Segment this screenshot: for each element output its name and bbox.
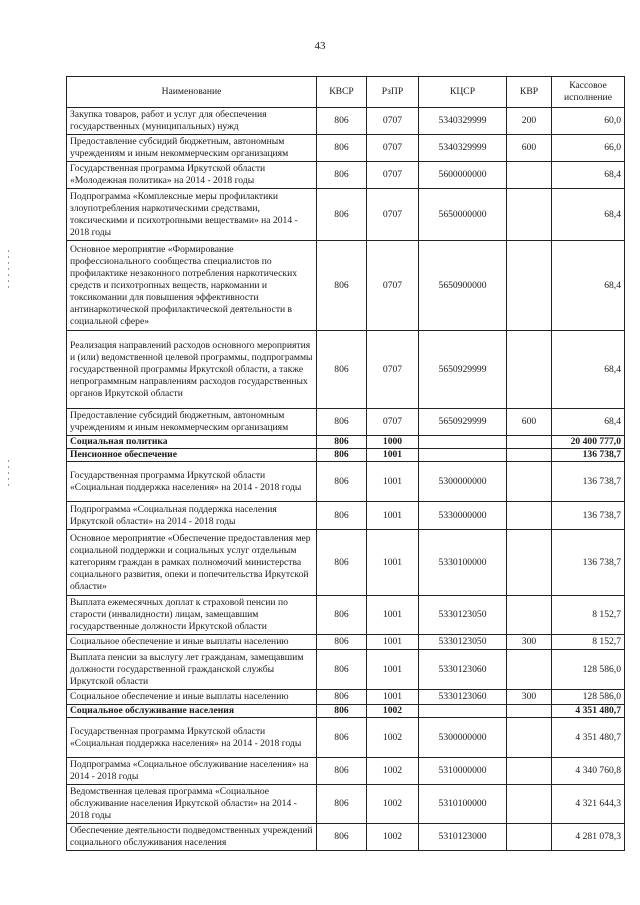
cell-kvsr: 806: [317, 331, 367, 409]
cell-kcsr: 5330000000: [419, 502, 507, 530]
budget-execution-table: [66, 76, 625, 851]
cell-kvsr: 806: [317, 189, 367, 241]
cell-kvsr: 806: [317, 135, 367, 162]
header-sum: Кассовое исполнение: [552, 77, 625, 108]
cell-kcsr: 5310000000: [419, 758, 507, 785]
table-body: [67, 108, 625, 851]
cell-sum: 8 152,7: [552, 635, 625, 650]
cell-name: Государственная программа Иркутской области «Молодежная политика» на 2014 - 2018 годы: [67, 162, 317, 189]
cell-kvr: [507, 449, 552, 462]
cell-kcsr: [419, 705, 507, 718]
cell-kvr: [507, 824, 552, 851]
table-row: [67, 718, 625, 758]
cell-kcsr: 5650900000: [419, 241, 507, 331]
cell-kcsr: 5340329999: [419, 135, 507, 162]
table-row: [67, 449, 625, 462]
cell-kvr: 300: [507, 635, 552, 650]
table-row: [67, 705, 625, 718]
cell-kvr: [507, 530, 552, 596]
cell-name: Закупка товаров, работ и услуг для обеспечения государственных (муниципальных) нужд: [67, 108, 317, 135]
cell-kvsr: 806: [317, 785, 367, 824]
cell-sum: 68,4: [552, 409, 625, 436]
cell-rzpr: 0707: [367, 241, 419, 331]
cell-kvr: [507, 162, 552, 189]
cell-sum: 128 586,0: [552, 690, 625, 705]
cell-rzpr: 1001: [367, 596, 419, 635]
cell-sum: 68,4: [552, 331, 625, 409]
cell-rzpr: 1001: [367, 530, 419, 596]
cell-name: Основное мероприятие «Обеспечение предоставления мер социальной поддержки и социальных услуг отдельным категориям граждан в рамках полномочий министерства социального развития, опеки и попечительства Иркутской области»: [67, 530, 317, 596]
cell-rzpr: 1002: [367, 758, 419, 785]
cell-name: Реализация направлений расходов основного мероприятия и (или) ведомственной целевой программы, подпрограммы государственной программы Иркутской области, а также непрограммным направлениям расходов государственных органов Иркутской области: [67, 331, 317, 409]
cell-kvr: [507, 705, 552, 718]
cell-rzpr: 1001: [367, 690, 419, 705]
cell-kcsr: 5650929999: [419, 409, 507, 436]
cell-name: Выплата пенсии за выслугу лет гражданам, замещавшим должности государственной гражданской службы Иркутской области: [67, 650, 317, 690]
table-row: [67, 758, 625, 785]
header-kcsr: КЦСР: [419, 77, 507, 108]
cell-kvr: 200: [507, 108, 552, 135]
cell-rzpr: 0707: [367, 108, 419, 135]
cell-name: Социальное обеспечение и иные выплаты населению: [67, 690, 317, 705]
cell-kvsr: 806: [317, 758, 367, 785]
cell-kvr: [507, 189, 552, 241]
table-row: [67, 462, 625, 502]
cell-kcsr: 5300000000: [419, 718, 507, 758]
cell-kvr: [507, 436, 552, 449]
header-kvr: КВР: [507, 77, 552, 108]
table-row: [67, 241, 625, 331]
cell-kvsr: 806: [317, 436, 367, 449]
cell-kvsr: 806: [317, 108, 367, 135]
cell-name: Социальное обслуживание населения: [67, 705, 317, 718]
cell-rzpr: 1001: [367, 650, 419, 690]
table-row: [67, 530, 625, 596]
cell-kcsr: 5600000000: [419, 162, 507, 189]
cell-name: Пенсионное обеспечение: [67, 449, 317, 462]
cell-sum: 4 321 644,3: [552, 785, 625, 824]
cell-name: Обеспечение деятельности подведомственных учреждений социального обслуживания населения: [67, 824, 317, 851]
cell-name: Основное мероприятие «Формирование профессионального сообщества специалистов по профилактике незаконного потребления наркотических средств и психотропных веществ, наркомании и токсикомании для повышения эффективности антинаркотической профилактической деятельности в социальной сфере»: [67, 241, 317, 331]
cell-kcsr: [419, 449, 507, 462]
table-row: [67, 690, 625, 705]
table-row: [67, 189, 625, 241]
cell-sum: 136 738,7: [552, 530, 625, 596]
cell-kvsr: 806: [317, 241, 367, 331]
cell-kvsr: 806: [317, 690, 367, 705]
cell-rzpr: 0707: [367, 331, 419, 409]
cell-rzpr: 1002: [367, 824, 419, 851]
cell-kvsr: 806: [317, 449, 367, 462]
cell-kcsr: 5330123060: [419, 650, 507, 690]
cell-kcsr: 5340329999: [419, 108, 507, 135]
cell-kcsr: 5330123060: [419, 690, 507, 705]
cell-rzpr: 1001: [367, 449, 419, 462]
cell-kcsr: [419, 436, 507, 449]
cell-kvsr: 806: [317, 650, 367, 690]
cell-rzpr: 1001: [367, 462, 419, 502]
cell-name: Ведомственная целевая программа «Социальное обслуживание населения Иркутской области» на 2014 - 2018 годы: [67, 785, 317, 824]
cell-kcsr: 5310100000: [419, 785, 507, 824]
table-row: [67, 162, 625, 189]
table-row: [67, 409, 625, 436]
cell-kvr: [507, 241, 552, 331]
table-header-row: [67, 77, 625, 108]
cell-rzpr: 1001: [367, 502, 419, 530]
cell-kvr: [507, 650, 552, 690]
table-row: [67, 785, 625, 824]
cell-name: Государственная программа Иркутской области «Социальная поддержка населения» на 2014 - 2018 годы: [67, 718, 317, 758]
cell-kvr: [507, 596, 552, 635]
header-rzpr: РзПР: [367, 77, 419, 108]
cell-kcsr: 5330123050: [419, 635, 507, 650]
cell-kvr: [507, 718, 552, 758]
cell-kvr: [507, 758, 552, 785]
cell-kvsr: 806: [317, 705, 367, 718]
cell-kvr: [507, 785, 552, 824]
cell-kcsr: 5330123050: [419, 596, 507, 635]
cell-sum: 4 340 760,8: [552, 758, 625, 785]
cell-kcsr: 5650929999: [419, 331, 507, 409]
cell-sum: 128 586,0: [552, 650, 625, 690]
cell-sum: 4 351 480,7: [552, 705, 625, 718]
cell-sum: 136 738,7: [552, 462, 625, 502]
table-row: [67, 596, 625, 635]
cell-kvr: 600: [507, 409, 552, 436]
cell-sum: 8 152,7: [552, 596, 625, 635]
header-name: Наименование: [67, 77, 317, 108]
cell-kvsr: 806: [317, 162, 367, 189]
cell-sum: 4 351 480,7: [552, 718, 625, 758]
cell-name: Социальное обеспечение и иные выплаты населению: [67, 635, 317, 650]
cell-sum: 136 738,7: [552, 449, 625, 462]
cell-rzpr: 1000: [367, 436, 419, 449]
header-kvsr: КВСР: [317, 77, 367, 108]
cell-kcsr: 5300000000: [419, 462, 507, 502]
cell-name: Выплата ежемесячных доплат к страховой пенсии по старости (инвалидности) лицам, замещавшим государственные должности Иркутской области: [67, 596, 317, 635]
cell-sum: 60,0: [552, 108, 625, 135]
cell-kvr: 300: [507, 690, 552, 705]
cell-kcsr: 5310123000: [419, 824, 507, 851]
table-row: [67, 635, 625, 650]
cell-sum: 4 281 078,3: [552, 824, 625, 851]
cell-rzpr: 0707: [367, 409, 419, 436]
cell-kvsr: 806: [317, 530, 367, 596]
cell-kvsr: 806: [317, 635, 367, 650]
cell-kcsr: 5330100000: [419, 530, 507, 596]
cell-sum: 136 738,7: [552, 502, 625, 530]
cell-sum: 20 400 777,0: [552, 436, 625, 449]
cell-kvsr: 806: [317, 596, 367, 635]
cell-kvr: [507, 502, 552, 530]
cell-kvr: [507, 331, 552, 409]
cell-rzpr: 1002: [367, 718, 419, 758]
cell-kvsr: 806: [317, 718, 367, 758]
table-row: [67, 108, 625, 135]
cell-sum: 68,4: [552, 162, 625, 189]
cell-name: Предоставление субсидий бюджетным, автономным учреждениям и иным некоммерческим организациям: [67, 409, 317, 436]
cell-kvr: [507, 462, 552, 502]
table-row: [67, 436, 625, 449]
cell-sum: 66,0: [552, 135, 625, 162]
cell-rzpr: 1002: [367, 705, 419, 718]
table-row: [67, 331, 625, 409]
cell-name: Подпрограмма «Социальная поддержка населения Иркутской области» на 2014 - 2018 годы: [67, 502, 317, 530]
cell-sum: 68,4: [552, 189, 625, 241]
scan-margin-mark: [8, 460, 9, 490]
cell-kvsr: 806: [317, 824, 367, 851]
cell-kcsr: 5650000000: [419, 189, 507, 241]
cell-kvsr: 806: [317, 462, 367, 502]
cell-kvsr: 806: [317, 409, 367, 436]
page-number: 43: [314, 40, 326, 52]
cell-name: Подпрограмма «Социальное обслуживание населения» на 2014 - 2018 годы: [67, 758, 317, 785]
cell-kvr: 600: [507, 135, 552, 162]
cell-rzpr: 0707: [367, 189, 419, 241]
cell-rzpr: 0707: [367, 135, 419, 162]
cell-name: Предоставление субсидий бюджетным, автономным учреждениям и иным некоммерческим организациям: [67, 135, 317, 162]
scan-margin-mark: [8, 250, 9, 290]
cell-name: Государственная программа Иркутской области «Социальная поддержка населения» на 2014 - 2018 годы: [67, 462, 317, 502]
cell-rzpr: 1002: [367, 785, 419, 824]
table-row: [67, 824, 625, 851]
cell-rzpr: 0707: [367, 162, 419, 189]
cell-rzpr: 1001: [367, 635, 419, 650]
cell-name: Социальная политика: [67, 436, 317, 449]
table-row: [67, 502, 625, 530]
cell-kvsr: 806: [317, 502, 367, 530]
cell-name: Подпрограмма «Комплексные меры профилактики злоупотребления наркотическими средствами, токсическими и психотропными веществами» на 2014 - 2018 годы: [67, 189, 317, 241]
cell-sum: 68,4: [552, 241, 625, 331]
table-row: [67, 135, 625, 162]
table-row: [67, 650, 625, 690]
